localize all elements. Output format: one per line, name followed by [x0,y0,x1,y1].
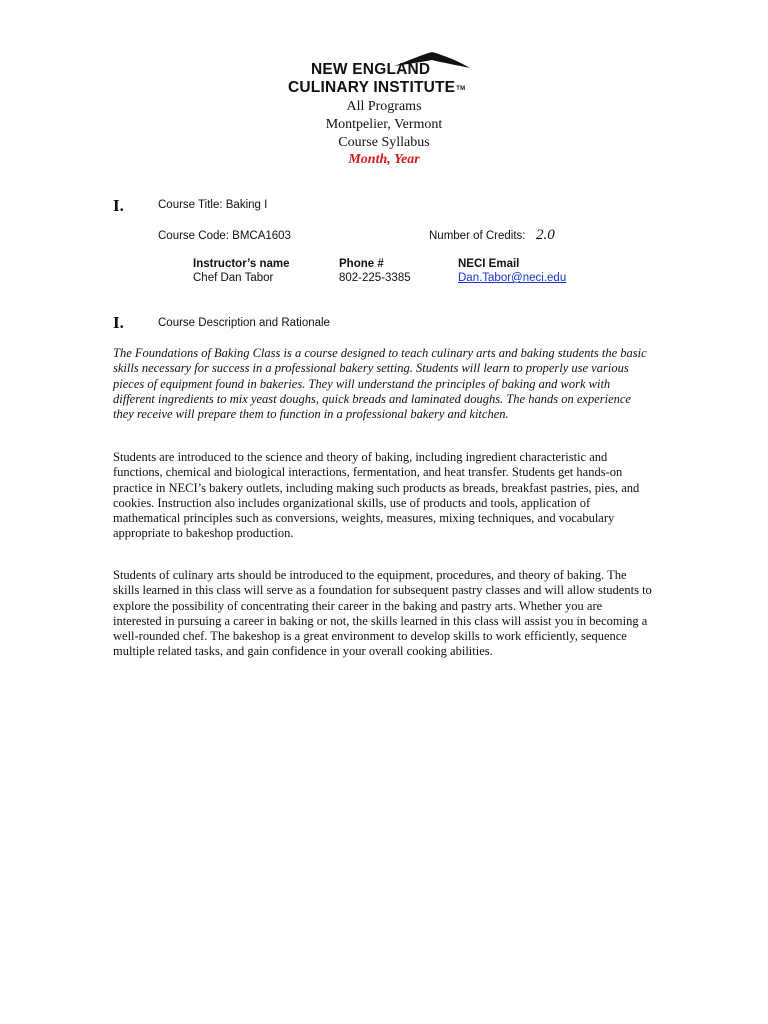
neci-logo [286,52,486,98]
email-header: NECI Email [458,258,520,270]
course-rationale-paragraph: Students of culinary arts should be introduced to the equipment, procedures, and theory of baking. The skills learned in this class will serve as a foundation for subsequent pastry classes and will allow students to explore the possibility of concentrating their career in the baking and pastry arts. Whether you are interested in pursuing a career in baking or not, the skills learned in this class will assist you in becoming a well-rounded chef. The bakeshop is a great environment to develop skills to work efficiently, sequence multiple related tasks, and gain confidence in your overall cooking abilities. [113,568,652,659]
header-doc-type: Course Syllabus [338,135,430,150]
instructor-name: Chef Dan Tabor [193,272,274,284]
header-programs: All Programs [346,99,422,114]
header-date: Month, Year [348,152,420,167]
trademark-mark: TM [456,86,466,92]
phone-header: Phone # [339,258,384,270]
course-title: Course Title: Baking I [158,199,268,211]
course-description-paragraph: Students are introduced to the science and theory of baking, including ingredient characteristic and functions, chemical and biological interactions, fermentation, and heat transfer. Students get hands-on practice in NECI’s bakery outlets, including making such products as breads, breakfast pastries, pies, and cookies. Instruction also includes organizational skills, use of products and tools, application of mathematical principles such as conversions, weights, measures, mixing techniques, and vocabulary appropriate to bakeshop production. [113,450,640,541]
credits-value: 2.0 [536,227,555,243]
course-intro-paragraph: The Foundations of Baking Class is a course designed to teach culinary arts and baking students the basic skills necessary for success in a professional bakery setting. Students will learn to properly use various pieces of equipment found in bakeries. They will understand the principles of baking and work with different ingredients to mix yeast doughs, quick breads and laminated doughs. The hands on experience they receive will prepare them to function in a professional bakery and kitchen. [113,346,647,422]
instructor-email-link[interactable]: Dan.Tabor@neci.edu [458,272,567,284]
logo-line-2-text: CULINARY INSTITUTE [288,79,456,96]
logo-line-1: NEW ENGLAND [311,60,431,79]
course-code: Course Code: BMCA1603 [158,230,291,242]
instructor-phone: 802-225-3385 [339,272,411,284]
section-2-numeral: I. [113,313,124,332]
section-2-heading: Course Description and Rationale [158,317,330,329]
header-location: Montpelier, Vermont [325,117,443,132]
instructor-header: Instructor’s name [193,258,290,270]
credits-label: Number of Credits: [429,230,526,242]
logo-line-2 [288,80,465,96]
section-1-numeral: I. [113,196,124,215]
